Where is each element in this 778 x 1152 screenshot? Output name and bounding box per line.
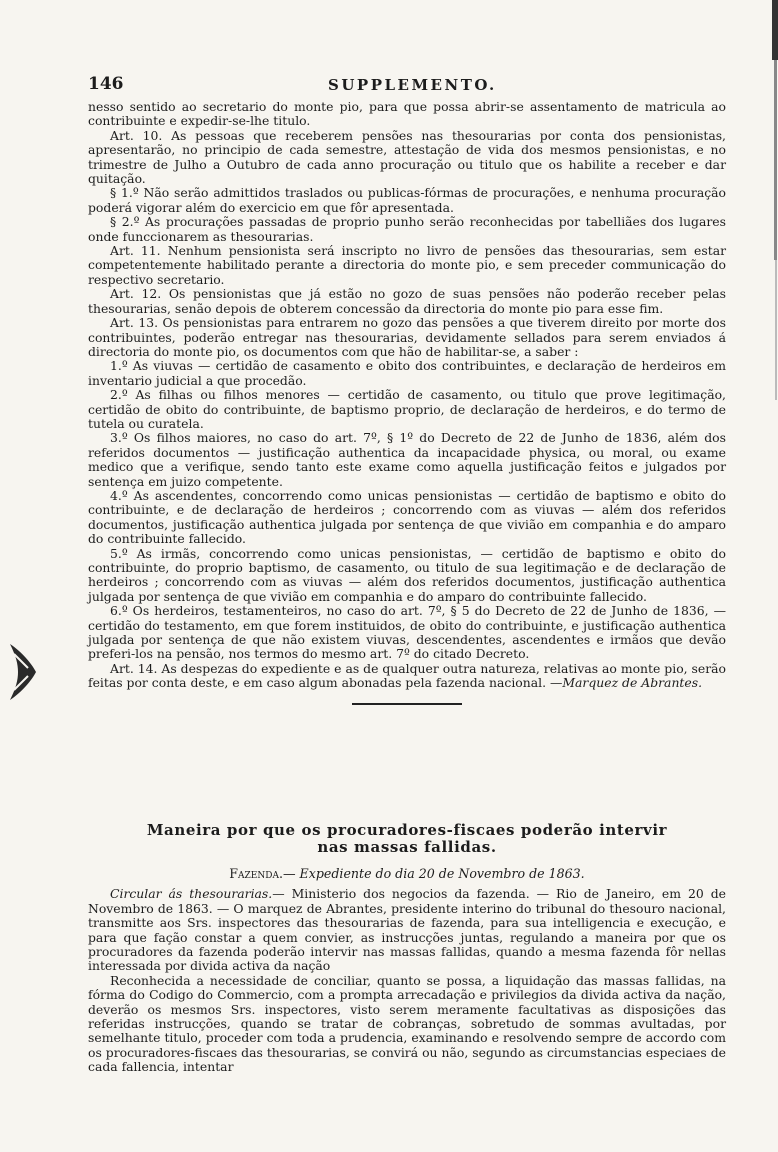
paragraph-art-14 [88,662,726,691]
section-title-line-2: nas massas fallidas. [317,838,497,856]
paragraph-art-10: Art. 10. As pessoas que receberem pensões nas thesourarias por conta dos pensionistas, apresentarão, no principio de cada semestre, attestação de vida dos mesmos pensionistas, e no trimestre de Julho a Outubro de cada anno procuração ou titulo que os habilite a receber e dar quitação. [88,127,726,187]
circular-text-1: — Ministerio dos negocios da fazenda. — Rio de Janeiro, em 20 de Novembro de 1863. — O marquez de Abrantes, presidente interino do tribunal do thesouro nacional, transmitte aos Srs. inspectores das thesourarias de fazenda, para sua intelligencia e execução, e para que fação constar a quem convier, as instrucções juntas, regulando a maneira por que os procuradores da fazenda poderão intervir nas massas fallidas, quando a mesma fazenda fôr nellas interessada por divida activa da nação [88,886,726,974]
section-title [88,822,726,856]
art-14-text: Art. 14. As despezas do expediente e as de qualquer outra natureza, relativas ao monte pio, serão feitas por conta deste, e em caso algum abonadas pela fazenda nacional. — [88,660,726,691]
paragraph-item-2: 2.º As filhas ou filhos menores — certidão de casamento, ou titulo que prove legitimação, certidão de obito do contribuinte, de baptismo proprio, de declaração de herdeiros, e do termo de tutela ou curatela. [88,387,726,431]
paragraph-item-4: 4.º As ascendentes, concorrendo como unicas pensionistas — certidão de baptismo e obito do contribuinte, e de declaração de herdeiros ; concorrendo com as viuvas — além dos referidos documentos, justificação authentica julgada por sentença de que vivião em companhia e do amparo do contribuinte fallecido. [88,487,726,547]
paragraph-art-13: Art. 13. Os pensionistas para entrarem no gozo das pensões a que tiverem direito por morte dos contribuintes, poderão entregar nas thesourarias, devidamente sellados para serem enviados á directoria do monte pio, os documentos com que hão de habilitar-se, a saber : [88,315,726,359]
circular-paragraph-2: Reconhecida a necessidade de conciliar, quanto se possa, a liquidação das massas fallidas, na fórma do Codigo do Commercio, com a prompta arrecadação e privilegios da divida activa da nação, deverão os mesmos Srs. inspectores, visto serem meramente facultativas as disposições das referidas instrucções, quando se tratar de cobranças, sobretudo de sommas avultadas, por semelhante titulo, proceder com toda a prudencia, examinando e resolvendo sempre de accordo com os procuradores-fiscaes das thesourarias, se convirá ou não, segundo as circumstancias especiaes de cada fallencia, intentar [88,972,726,1075]
page-number: 146 [88,74,124,94]
paragraph-art-11: Art. 11. Nenhum pensionista será inscripto no livro de pensões das thesourarias, sem estar competentemente habilitado perante a directoria do monte pio, e sem preceder communicação do respectivo secretario. [88,243,726,287]
paragraph-art-12: Art. 12. Os pensionistas que já estão no gozo de suas pensões não poderão receber pelas thesourarias, senão depois de obterem concessão da directoria do monte pio para esse fim. [88,286,726,316]
signature: Marquez de Abrantes. [562,675,703,691]
page-header [88,74,728,98]
paragraph-item-3: 3.º Os filhos maiores, no caso do art. 7º, § 1º do Decreto de 22 de Junho de 1836, além dos referidos documentos — justificação authentica da incapacidade physica, ou moral, ou exame medico que a verifique, sendo tanto este exame como aquella justificação feitos e julgados por sentença em juizo competente. [88,430,726,489]
body-text [88,100,726,705]
section-title-line-1: Maneira por que os procuradores-fiscaes poderão intervir [146,821,668,839]
circular-label: Circular ás thesourarias. [110,886,273,902]
section-subtitle [88,867,726,881]
paragraph-item-6: 6.º Os herdeiros, testamenteiros, no caso do art. 7º, § 5 do Decreto de 22 de Junho de 1836, — certidão do testamento, em que forem instituidos, de obito do contribuinte, e justificação authentica julgada por sentença de que não existem viuvas, descendentes, ascendentes e irmãos que devão preferi-los na pensão, nos termos do mesmo art. 7º do citado Decreto. [88,603,726,662]
paragraph-item-1: 1.º As viuvas — certidão de casamento e obito dos contribuintes, e declaração de herdeiros em inventario judicial a que procedão. [88,358,726,388]
binding-clip-mark [6,640,40,704]
page-edge-mark [762,0,778,1152]
section-divider [352,703,462,705]
circular-paragraph-1 [88,887,726,973]
running-title: SUPPLEMENTO. [328,76,497,94]
paragraph-continuation: nesso sentido ao secretario do monte pio, para que possa abrir-se assentamento de matricula ao contribuinte e expedir-se-lhe titulo. [88,99,726,129]
paragraph-art-10-s2: § 2.º As procurações passadas de proprio punho serão reconhecidas por tabelliães dos lugares onde funccionarem as thesourarias. [88,214,726,244]
source-label: Fazenda. [229,866,283,881]
section-maneira [88,822,726,1075]
expedient-date: — Expediente do dia 20 de Novembro de 1863. [282,866,585,881]
paragraph-art-10-s1: § 1.º Não serão admittidos traslados ou publicas-fórmas de procurações, e nenhuma procuração poderá vigorar além do exercicio em que fôr apresentada. [88,185,726,215]
paragraph-item-5: 5.º As irmãs, concorrendo como unicas pensionistas, — certidão de baptismo e obito do contribuinte, do proprio baptismo, de casamento, ou titulo de sua legitimação e de declaração de herdeiros ; concorrendo com as viuvas — além dos referidos documentos, justificação authentica julgada por sentença de que vivião em companhia e do amparo do contribuinte fallecido. [88,545,726,604]
